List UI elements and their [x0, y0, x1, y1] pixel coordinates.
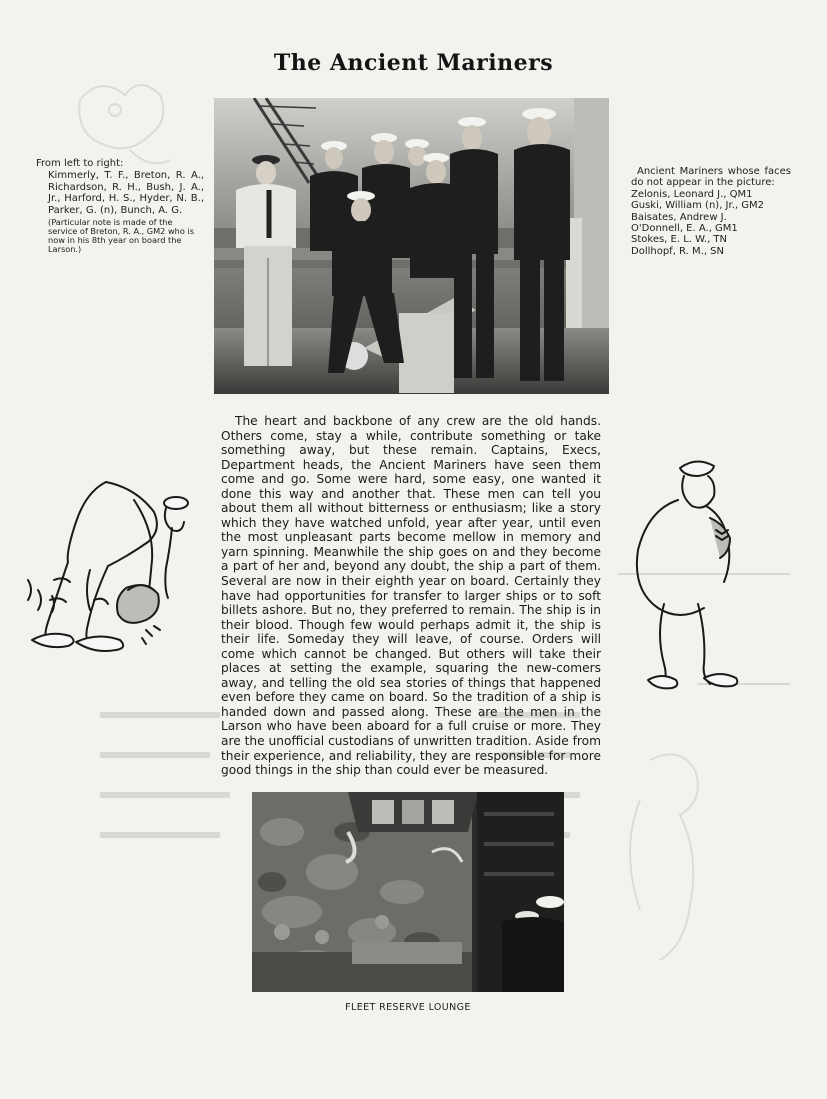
sailor-carrying-bucket-sketch: [24, 470, 199, 655]
caption-lead: From left to right:: [36, 158, 124, 169]
absent-mariners-caption: [631, 166, 791, 257]
body-paragraph: The heart and backbone of any crew are the old hands. Others come, stay a while, contribute something or take something away, but these remain. Captains, Execs, Department heads, the Ancient Mariners have seen them come and go. Some were hard, some easy, one wanted it done this way and another that. These men can tell you about them all without bitterness or enthusiasm; like a story which they have watched unfold, year after year, until even the most unpleasant parts become mellow in memory and yarn spinning. Meanwhile the ship goes on and they become a part of her and, beyond any doubt, the ship a part of them. Several are now in their eighth year on board. Certainly they have had opportunities for transfer to larger ships or to soft billets ashore. But no, they preferred to remain. The ship is in their blood. Though few would perhaps admit it, the ship is their life. Someday they will leave, of course. Orders will come which cannot be changed. But others will take their places at setting the example, squaring the new-comers away, and telling the old sea stories of things that happened even before they came on board. So the tradition of a ship is handed down and passed along. These are the men in the Larson who have been aboard for a full cruise or more. They are the unofficial custodians of unwritten tradition. Aside from their experience, and reliability, they are responsible for more good things in the ship than could ever be measured.: [221, 414, 601, 778]
page-title: The Ancient Mariners: [273, 50, 554, 76]
crew-photo-caption-left: [36, 158, 204, 254]
list-item: Baisates, Andrew J.: [631, 211, 727, 223]
bleed-through-sketch: [600, 740, 740, 970]
sailor-leaning-sketch: [618, 454, 790, 694]
crew-names-list: Kimmerly, T. F., Breton, R. A., Richardson, R. H., Bush, J. A., Jr., Harford, H. S., Hyder, N. B., Parker, G. (n), Bunch, A. G.: [48, 170, 204, 216]
crew-note: (Particular note is made of the service of Breton, R. A., GM2 who is now in his 8th year on board the Larson.): [48, 217, 195, 255]
absent-mariners-lead: Ancient Mariners whose faces do not appear in the picture:: [631, 166, 791, 189]
absent-mariners-list: [631, 189, 791, 257]
list-item: Zelonis, Leonard J., QM1: [631, 188, 753, 200]
fleet-reserve-lounge-photo: [252, 792, 564, 992]
lounge-photo-caption: FLEET RESERVE LOUNGE: [345, 1002, 471, 1013]
list-item: Stokes, E. L. W., TN: [631, 234, 728, 246]
crew-group-photo: [214, 98, 609, 394]
list-item: Dollhopf, R. M., SN: [631, 245, 724, 257]
list-item: O'Donnell, E. A., GM1: [631, 223, 738, 235]
list-item: Guski, William (n), Jr., GM2: [631, 200, 764, 212]
